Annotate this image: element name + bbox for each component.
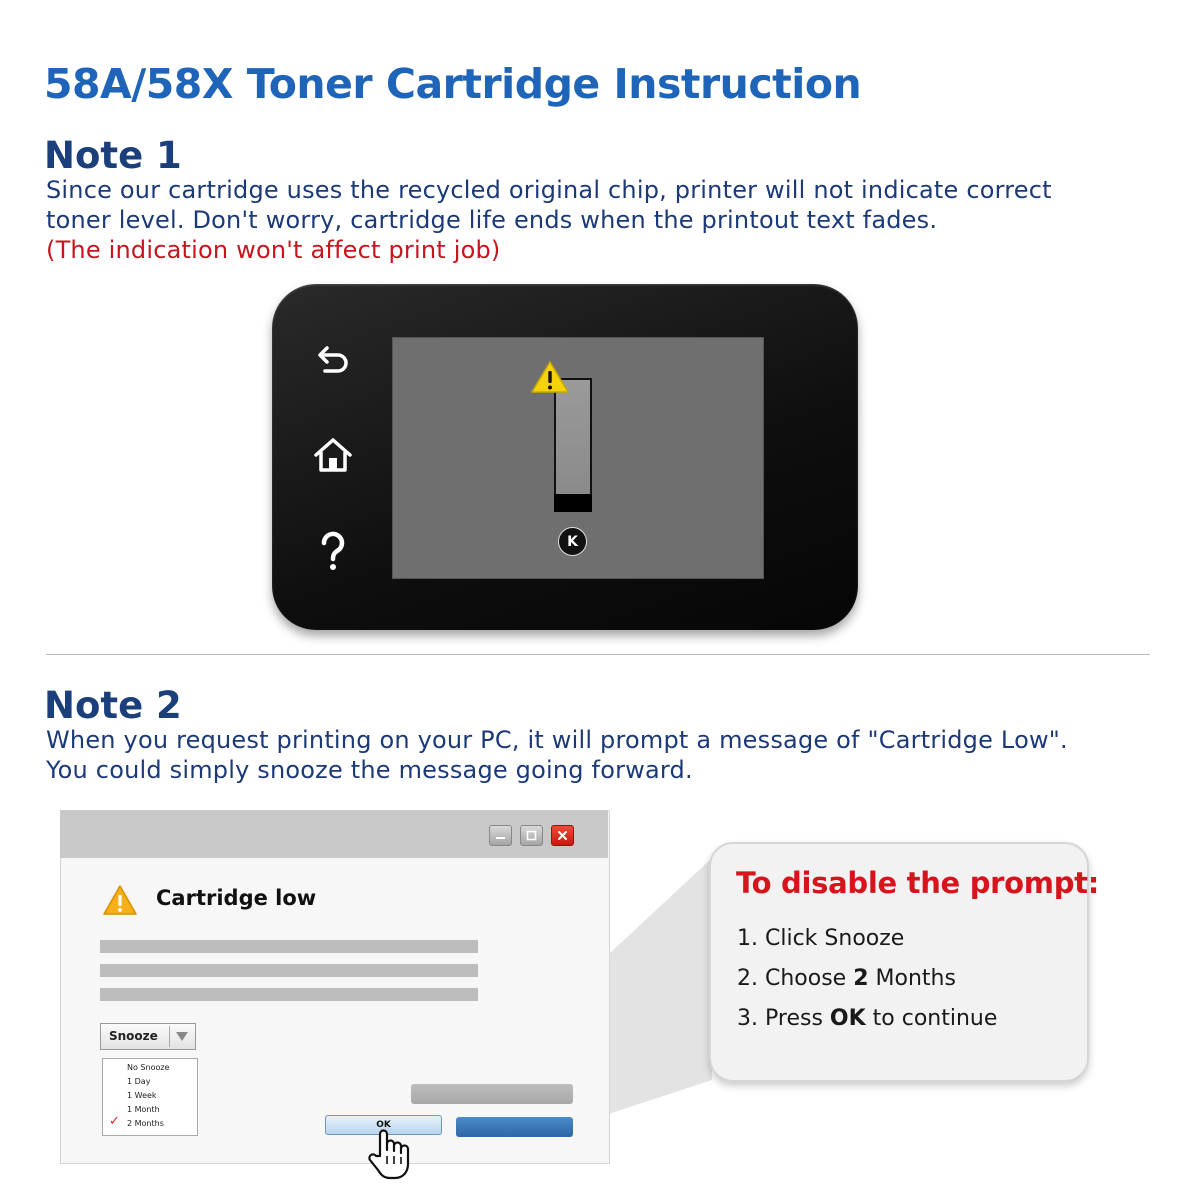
placeholder-text-line bbox=[100, 988, 478, 1001]
note1-line2: toner level. Don't worry, cartridge life ends when the printout text fades. bbox=[46, 206, 938, 234]
close-icon[interactable] bbox=[551, 825, 574, 846]
primary-button[interactable] bbox=[456, 1117, 573, 1137]
snooze-option[interactable]: 1 Week bbox=[127, 1091, 157, 1100]
note2-line1: When you request printing on your PC, it will prompt a message of "Cartridge Low". bbox=[46, 726, 1068, 754]
snooze-option-selected[interactable]: ✓ 2 Months bbox=[109, 1114, 164, 1129]
dialog-warning-icon bbox=[102, 884, 138, 916]
snooze-option[interactable]: 1 Day bbox=[127, 1077, 151, 1086]
step-2: 2. Choose 2 Months bbox=[737, 966, 956, 991]
note2-line2: You could simply snooze the message going forward. bbox=[46, 756, 693, 784]
snooze-options-list bbox=[102, 1058, 198, 1136]
chevron-down-icon bbox=[175, 1030, 189, 1045]
snooze-dropdown[interactable] bbox=[100, 1023, 196, 1050]
note1-warning-line: (The indication won't affect print job) bbox=[46, 236, 501, 264]
maximize-icon[interactable] bbox=[520, 825, 543, 846]
checkmark-icon: ✓ bbox=[109, 1114, 120, 1129]
placeholder-text-line bbox=[100, 940, 478, 953]
snooze-option[interactable]: 1 Month bbox=[127, 1105, 160, 1114]
dialog-title: Cartridge low bbox=[156, 886, 317, 910]
callout-title: To disable the prompt: bbox=[736, 866, 1100, 900]
page-title: 58A/58X Toner Cartridge Instruction bbox=[44, 60, 862, 108]
cartridge-color-badge: K bbox=[558, 527, 587, 556]
note2-heading: Note 2 bbox=[44, 684, 182, 727]
hand-cursor-icon bbox=[366, 1126, 412, 1182]
step-1: 1. Click Snooze bbox=[737, 926, 905, 951]
placeholder-text-line bbox=[100, 964, 478, 977]
note1-line1: Since our cartridge uses the recycled original chip, printer will not indicate correct bbox=[46, 176, 1052, 204]
note1-heading: Note 1 bbox=[44, 134, 182, 177]
snooze-option[interactable]: No Snooze bbox=[127, 1063, 170, 1072]
disabled-button bbox=[411, 1084, 573, 1104]
ok-button[interactable]: OK bbox=[325, 1115, 442, 1135]
snooze-dropdown-label: Snooze bbox=[109, 1029, 158, 1043]
step-3: 3. Press OK to continue bbox=[737, 1006, 998, 1031]
minimize-icon[interactable] bbox=[489, 825, 512, 846]
